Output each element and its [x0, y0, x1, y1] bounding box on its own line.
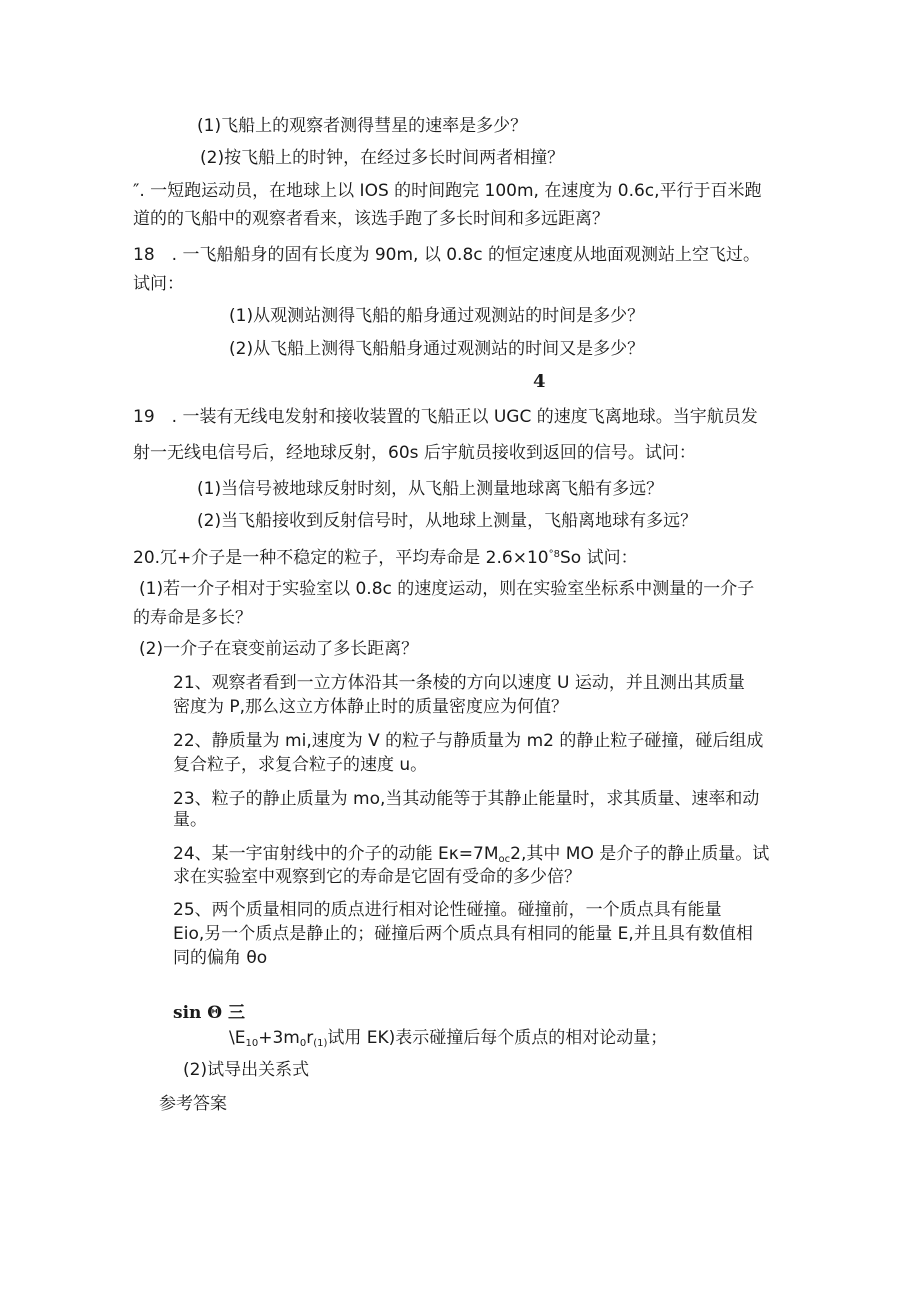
- formula-text-c: r: [306, 1028, 314, 1048]
- q19-sub2: (2)当飞船接收到反射信号时，从地球上测量，飞船离地球有多远？: [197, 511, 698, 531]
- q18-sub1: (1)从观测站测得飞船的船身通过观测站的时间是多少？: [229, 306, 645, 326]
- q20-line1-text-a: 20.冗+介子是一种不稳定的粒子，平均寿命是 2.6×10: [133, 548, 549, 568]
- q25-line1: 25、两个质量相同的质点进行相对论性碰撞。碰撞前，一个质点具有能量: [173, 900, 722, 920]
- q25-sub2: (2)试导出关系式: [183, 1060, 310, 1080]
- q24-line2: 求在实验室中观察到它的寿命是它固有受命的多少倍？: [173, 867, 581, 887]
- q21-line2: 密度为 P,那么这立方体静止时的质量密度应为何值？: [173, 697, 569, 717]
- q17-line1: ″. 一短跑运动员，在地球上以 IOS 的时间跑完 100m, 在速度为 0.6c,平行于百米跑: [133, 181, 762, 201]
- q20-sub2: (2)一介子在衰变前运动了多长距离？: [139, 639, 419, 659]
- formula-text-a: \E: [229, 1028, 246, 1048]
- q20-sub1-line1: (1)若一介子相对于实验室以 0.8c 的速度运动，则在实验室坐标系中测量的一介子: [139, 579, 755, 599]
- q19-sub1: (1)当信号被地球反射时刻，从飞船上测量地球离飞船有多远？: [197, 479, 664, 499]
- q23-line2: 量。: [173, 810, 207, 830]
- q25-line2: Eio,另一个质点是静止的；碰撞后两个质点具有相同的能量 E,并且具有数值相: [173, 924, 753, 944]
- formula-sub3: (1): [313, 1038, 328, 1049]
- q25-line3: 同的偏角 θo: [173, 948, 268, 968]
- q24-line1-text-b: 2,其中 MO 是介子的静止质量。试: [510, 844, 770, 864]
- q20-line1-text-b: So 试问：: [559, 548, 638, 568]
- q24-line1-subscript: oc: [498, 854, 511, 865]
- q21-line1: 21、观察者看到一立方体沿其一条棱的方向以速度 U 运动，并且测出其质量: [173, 673, 745, 693]
- q20-sub1-line2: 的寿命是多长？: [133, 608, 252, 628]
- formula-line: [229, 1026, 667, 1056]
- q18-sub2: (2)从飞船上测得飞船船身通过观测站的时间又是多少？: [229, 339, 645, 359]
- q20-line1-exponent: °8: [548, 549, 560, 560]
- formula-text-d: 试用 EK)表示碰撞后每个质点的相对论动量；: [327, 1028, 668, 1048]
- q18-line1: 18 . 一飞船船身的固有长度为 90m, 以 0.8c 的恒定速度从地面观测站上空飞过。: [133, 245, 761, 265]
- q20-line1: [133, 543, 638, 570]
- q23-line1: 23、粒子的静止质量为 mo,当其动能等于其静止能量时，求其质量、速率和动: [173, 789, 760, 809]
- q16-sub1: (1)飞船上的观察者测得彗星的速率是多少？: [197, 116, 528, 136]
- q19-line2: 射一无线电信号后，经地球反射，60s 后宇航员接收到返回的信号。试问：: [133, 443, 696, 463]
- page-number: 4: [533, 371, 546, 392]
- q16-sub2: (2)按飞船上的时钟，在经过多长时间两者相撞？: [200, 148, 565, 168]
- formula-sin: sin Θ 三: [173, 1003, 246, 1023]
- q22-line1: 22、静质量为 mi,速度为 V 的粒子与静质量为 m2 的静止粒子碰撞，碰后组成: [173, 731, 764, 751]
- q19-line1: 19 . 一装有无线电发射和接收装置的飞船正以 UGC 的速度飞离地球。当宇航员发: [133, 407, 758, 427]
- q22-line2: 复合粒子，求复合粒子的速度 u。: [173, 755, 428, 775]
- formula-sub1: 10: [245, 1038, 259, 1049]
- q18-line2: 试问：: [133, 274, 184, 294]
- q17-line2: 道的的飞船中的观察者看来，该选手跑了多长时间和多远距离？: [133, 209, 609, 229]
- q24-line1-text-a: 24、某一宇宙射线中的介子的动能 Eκ=7M: [173, 844, 499, 864]
- formula-sub2: 0: [299, 1038, 307, 1049]
- answers-heading: 参考答案: [159, 1094, 227, 1114]
- formula-text-b: +3m: [258, 1028, 300, 1048]
